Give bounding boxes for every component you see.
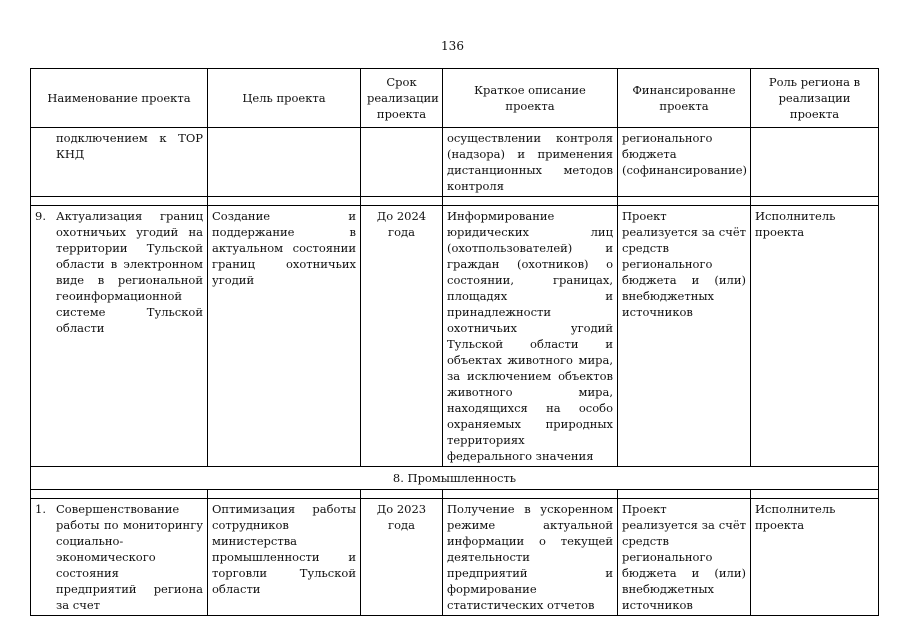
table-row-continuation (31, 128, 879, 197)
cell-term: До 2023 года (361, 499, 443, 616)
cell-goal: Оптимизация работы сотрудников министерства промышленности и торговли Тульской области (208, 499, 361, 616)
header-region-role: Роль региона в реализации проекта (751, 69, 879, 128)
cell-financing: Проект реализуется за счёт средств регионального бюджета и (или) внебюджетных источников (618, 206, 751, 467)
header-project-description: Краткое описание проекта (443, 69, 618, 128)
header-project-name: Наименование проекта (31, 69, 208, 128)
header-project-financing: Финансированне проекта (618, 69, 751, 128)
cell-description: Информирование юридических лиц (охотпользователей) и граждан (охотников) о состоянии, границах, площадях и принадлежности охотничьих угодий Тульской области и объектах животного мира, за исключением объектов животного мира, находящихся на особо охраняемых природных территориях федерального значения (443, 206, 618, 467)
header-project-term: Срок реализации проекта (361, 69, 443, 128)
cell-role: Исполнитель проекта (751, 206, 879, 467)
cell-financing: Проект реализуется за счёт средств регионального бюджета и (или) внебюджетных источников (618, 499, 751, 616)
cell-description: Получение в ускоренном режиме актуальной информации о текущей деятельности предприятий и формирование статистических отчетов (443, 499, 618, 616)
row-number: 9. (35, 209, 46, 223)
cell-description: осуществлении контроля (надзора) и применения дистанционных методов контроля (443, 128, 618, 197)
section-title: 8. Промышленность (31, 467, 879, 490)
page-number: 136 (441, 39, 464, 53)
table-spacer-row (31, 197, 879, 206)
cell-financing: регионального бюджета (софинансирование) (618, 128, 751, 197)
table-row-9 (31, 206, 879, 467)
cell-term: До 2024 года (361, 206, 443, 467)
cell-role (751, 128, 879, 197)
header-project-goal: Цель проекта (208, 69, 361, 128)
cell-term (361, 128, 443, 197)
cell-goal: Создание и поддержание в актуальном состоянии границ охотничьих угодий (208, 206, 361, 467)
cell-name: подключением к ТОР КНД (56, 131, 203, 161)
row-number: 1. (35, 502, 46, 516)
cell-name: Актуализация границ охотничьих угодий на территории Тульской области в электронном виде в региональной геоинформационной системе Тульской области (56, 209, 203, 335)
table-header-row (31, 69, 879, 128)
cell-name: Совершенствование работы по мониторингу социально-экономического состояния предприятий региона за счет (56, 502, 203, 612)
projects-table (30, 68, 879, 616)
table-row-1 (31, 499, 879, 616)
section-header-row (31, 467, 879, 490)
cell-goal (208, 128, 361, 197)
table-spacer-row (31, 490, 879, 499)
cell-role: Исполнитель проекта (751, 499, 879, 616)
